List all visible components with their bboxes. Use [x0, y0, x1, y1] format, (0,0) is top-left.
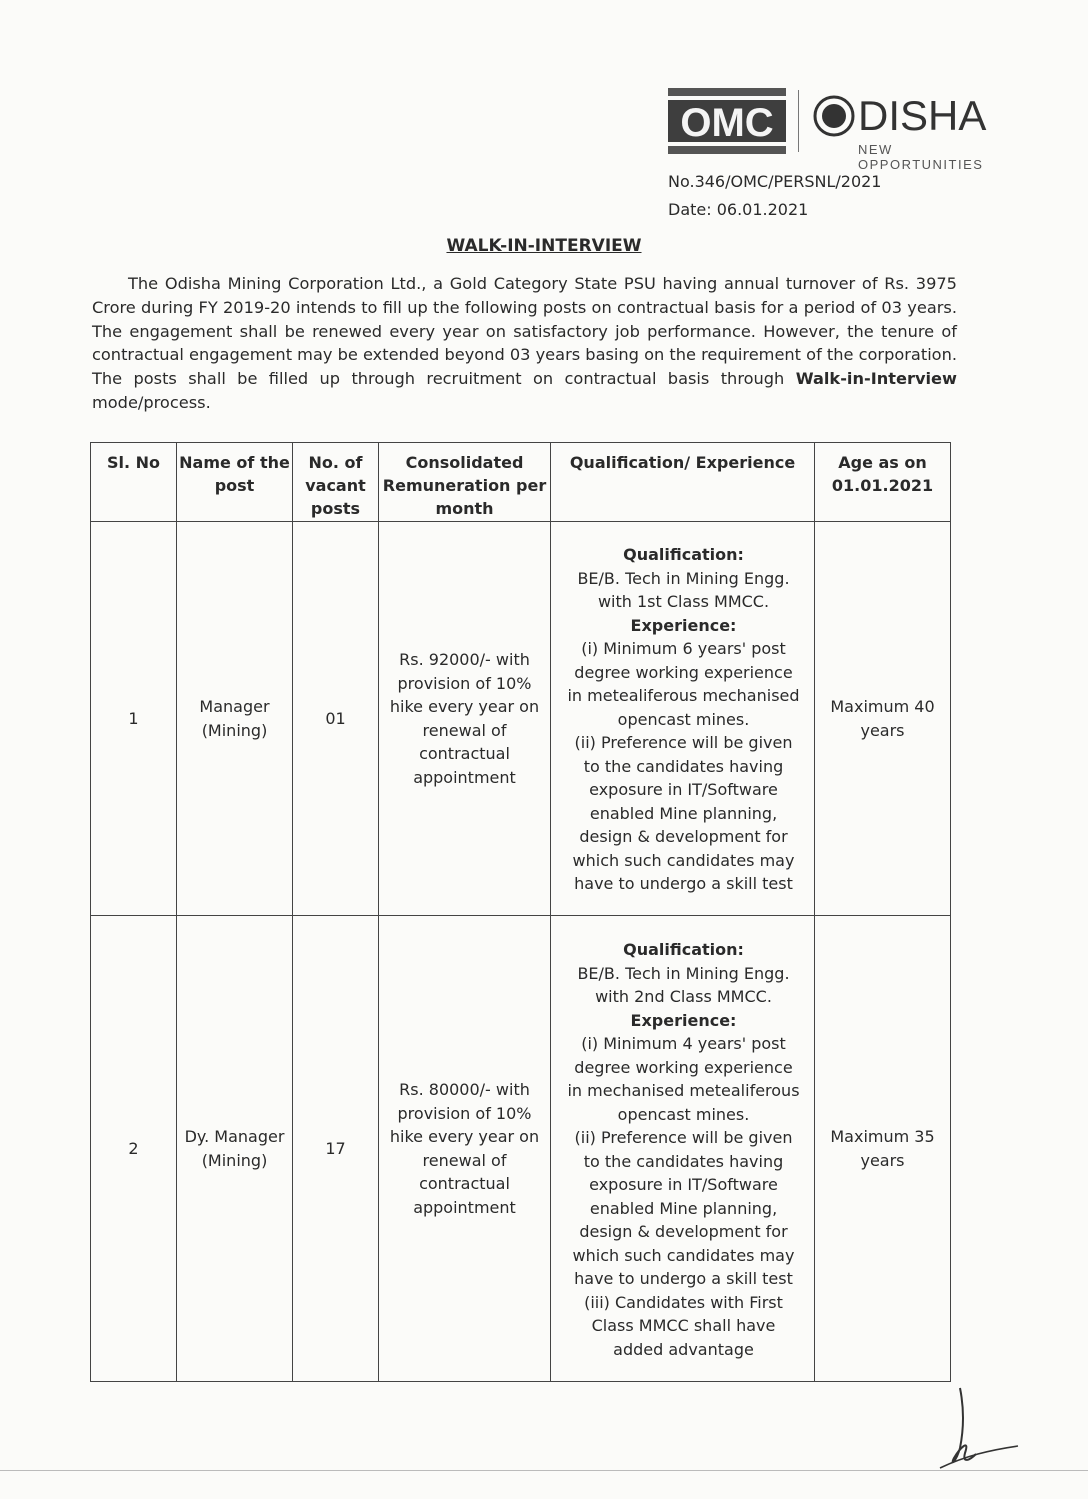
posts-table [90, 442, 951, 1382]
odisha-logo [812, 92, 1002, 172]
omc-logo [668, 88, 786, 154]
qualification-label: Qualification: [623, 940, 744, 959]
experience-item: (ii) Preference will be given to the candidates having exposure in IT/Software enabled Mine planning, design & development for which such candidates may have to undergo a skill test [572, 1128, 795, 1288]
reference-number: No.346/OMC/PERSNL/2021 [668, 172, 882, 191]
notice-date: Date: 06.01.2021 [668, 200, 809, 219]
header-post-name: Name of the post [177, 443, 293, 522]
odisha-circle-icon [812, 94, 856, 138]
row-age: Maximum 40 years [815, 522, 951, 916]
table-row [91, 916, 951, 1382]
header-age: Age as on 01.01.2021 [815, 443, 951, 522]
omc-logo-text: OMC [680, 101, 774, 145]
header-sl-no: Sl. No [91, 443, 177, 522]
logo-divider [798, 90, 799, 152]
experience-item: (ii) Preference will be given to the candidates having exposure in IT/Software enabled Mine planning, design & development for which such candidates may have to undergo a skill test [572, 733, 795, 894]
row-vacant-posts: 17 [293, 916, 379, 1382]
row-qualification [551, 916, 815, 1382]
row-remuneration: Rs. 92000/- with provision of 10% hike every year on renewal of contractual appointment [379, 522, 551, 916]
intro-suffix: mode/process. [92, 392, 211, 412]
experience-label: Experience: [630, 615, 737, 635]
qualification-label: Qualification: [623, 545, 744, 565]
experience-item: (iii) Candidates with First Class MMCC shall have added advantage [584, 1292, 783, 1359]
table-row [91, 522, 951, 916]
row-age: Maximum 35 years [815, 916, 951, 1382]
header-qualification: Qualification/ Experience [551, 443, 815, 522]
row-vacant-posts: 01 [293, 522, 379, 916]
row-sl-no: 2 [91, 916, 177, 1382]
row-post-name: Dy. Manager (Mining) [177, 916, 293, 1382]
experience-item: (i) Minimum 4 years' post degree working experience in mechanised metealiferous opencast mines. [567, 1034, 800, 1124]
experience-item: (i) Minimum 6 years' post degree working experience in metealiferous mechanised opencast mines. [567, 639, 800, 729]
qualification-text: BE/B. Tech in Mining Engg. with 2nd Class MMCC. [577, 963, 790, 1006]
row-post-name: Manager (Mining) [177, 522, 293, 916]
qualification-text: BE/B. Tech in Mining Engg. with 1st Class MMCC. [577, 568, 790, 612]
notice-title: WALK-IN-INTERVIEW [446, 236, 642, 256]
table-header-row [91, 443, 951, 522]
signature-mark [920, 1378, 1020, 1478]
intro-text: The Odisha Mining Corporation Ltd., a Gold Category State PSU having annual turnover of Rs. 3975 Crore during FY 2019-20 intends to fill up the following posts on contractual basis for a period of 03 years. The engagement shall be renewed every year on satisfactory job performance. However, the tenure of contractual engagement may be extended beyond 03 years basing on the requirement of the corporation. The posts shall be filled up through recruitment on contractual basis through [92, 274, 957, 389]
header-vacant-posts: No. of vacant posts [293, 443, 379, 522]
row-sl-no: 1 [91, 522, 177, 916]
intro-emphasis: Walk-in-Interview [795, 369, 957, 389]
odisha-wordmark: DISHA [858, 92, 987, 139]
row-remuneration: Rs. 80000/- with provision of 10% hike every year on renewal of contractual appointment [379, 916, 551, 1382]
odisha-tagline: NEW OPPORTUNITIES [858, 142, 984, 172]
experience-label: Experience: [630, 1010, 737, 1030]
page-bottom-edge [0, 1470, 1088, 1471]
intro-paragraph [92, 272, 957, 415]
row-qualification [551, 522, 815, 916]
header-remuneration: Consolidated Remuneration per month [379, 443, 551, 522]
